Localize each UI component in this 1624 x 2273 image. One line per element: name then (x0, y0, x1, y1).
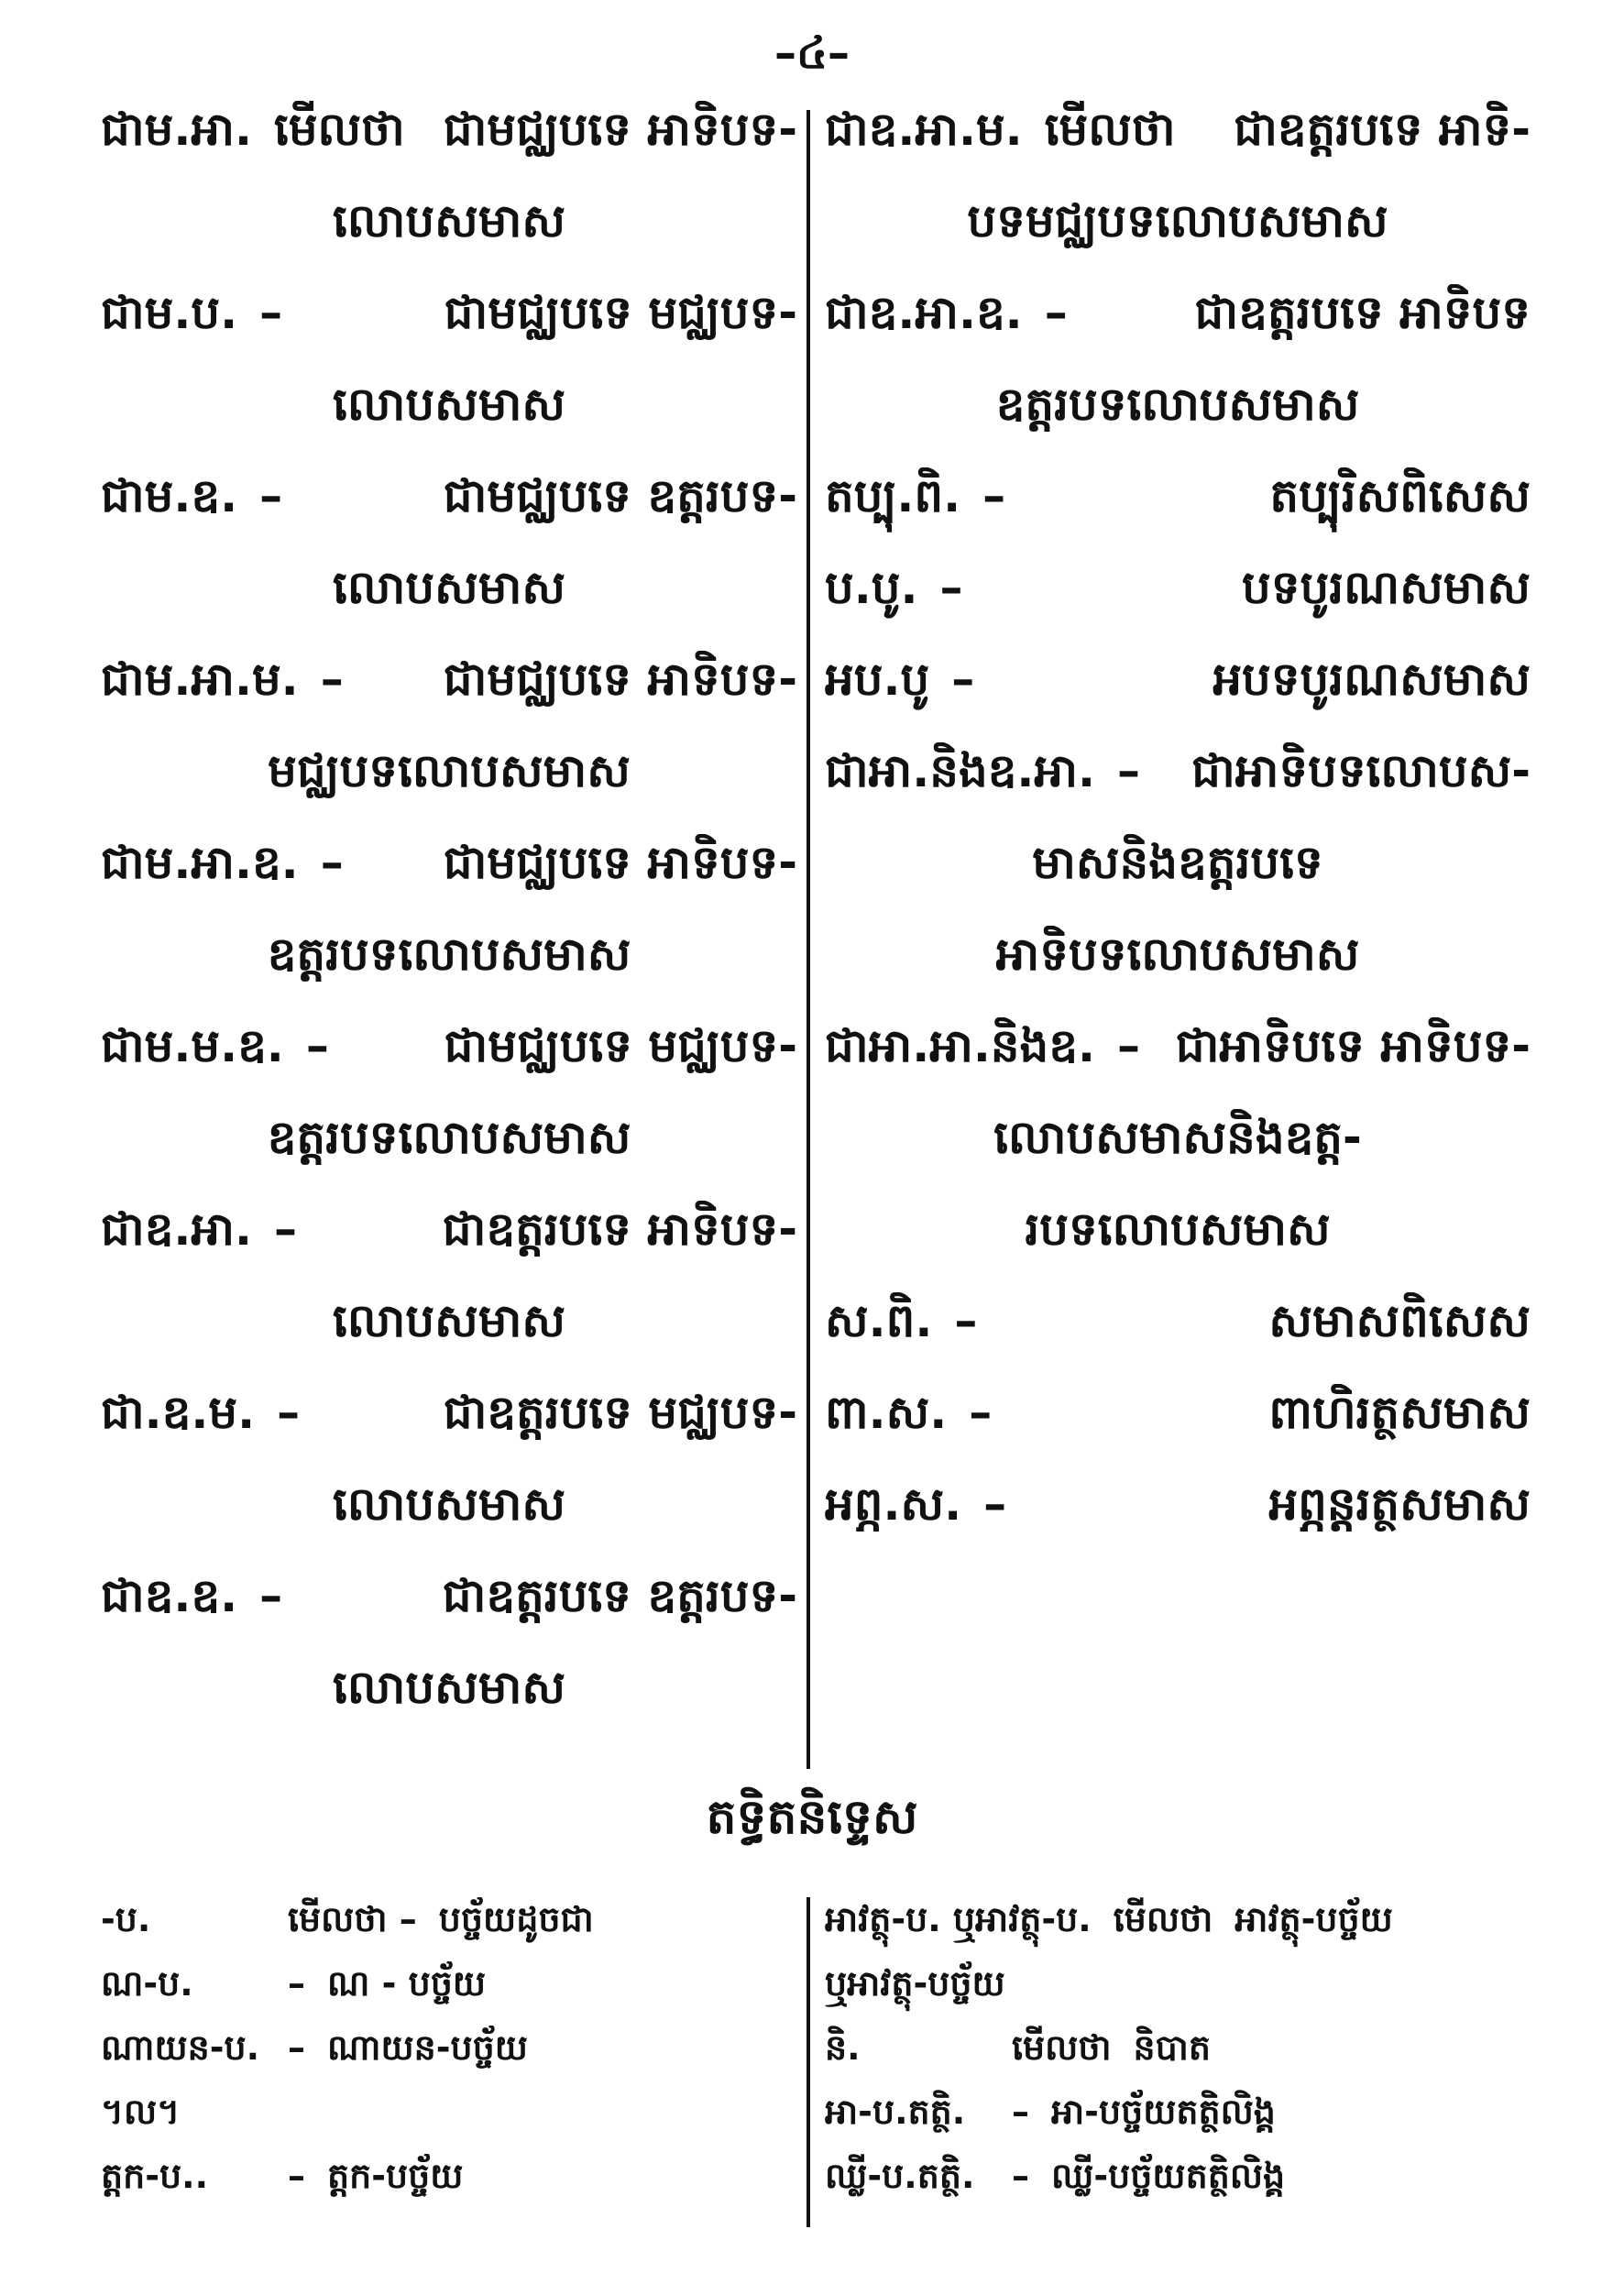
suffix-expansion: ណ - បច្ច័យ (327, 1963, 487, 2004)
entry-separator: – (1044, 286, 1068, 339)
abbreviation-expansion: បទបូរណសមាស (1242, 561, 1531, 614)
entry-separator: – (259, 1569, 283, 1622)
expansion-continuation: បទមជ្ឈបទលោបសមាស (967, 194, 1388, 247)
abbreviation-entry (101, 1017, 797, 1201)
abbreviation-term: ជាឧ.ឧ. (101, 1569, 238, 1622)
suffix-term: ឈ្លី-ប.តត្ថិ. (825, 2156, 975, 2196)
abbreviation-term: ជាម.ម.ឧ. (101, 1019, 284, 1072)
abbreviation-entry (825, 1292, 1531, 1384)
suffix-entry (101, 2026, 797, 2090)
suffix-entry (101, 2090, 797, 2154)
entry-line (101, 284, 797, 376)
entry-line (101, 1201, 797, 1292)
abbreviation-term: ប.បូ. (825, 561, 918, 614)
entry-separator: មើលថា (1044, 103, 1176, 156)
abbreviation-expansion: ជាមជ្ឈបទេ មជ្ឈបទ- (444, 1019, 797, 1072)
abbreviation-term: តប្បុ.ពិ. (825, 469, 961, 522)
entry-separator: – (982, 469, 1006, 522)
abbreviation-entry (101, 1384, 797, 1567)
suffix-term: ណ-ប. (101, 1963, 193, 2004)
suffix-term: អា-ប.តត្ថិ. (825, 2092, 966, 2132)
abbreviation-entry (825, 1384, 1531, 1476)
abbreviation-entry (825, 101, 1531, 284)
entry-separator: – (939, 561, 963, 614)
abbreviation-entry (825, 1017, 1531, 1292)
abbreviation-entry (825, 467, 1531, 559)
abbreviation-entry (101, 1567, 797, 1751)
abbreviation-expansion: ជាឧត្តរបទេ ឧត្តរបទ- (442, 1569, 797, 1622)
abbreviation-expansion: ជាមជ្ឈបទេ អាទិបទ- (443, 103, 797, 156)
entry-separator: – (259, 286, 283, 339)
suffix-entry (825, 2090, 1531, 2154)
abbreviation-entry (101, 284, 797, 467)
suffix-entry (825, 2154, 1531, 2218)
abbreviation-expansion: ជាឧត្តរបទេ អាទិបទ- (442, 1202, 797, 1256)
abbreviation-term: ជាម.ប. (101, 286, 238, 339)
expansion-continuation: លោបសមាសនិងឧត្ត- (993, 1111, 1362, 1164)
abbreviation-expansion: ជាអាទិបទេ អាទិបទ- (1175, 1019, 1531, 1072)
abbreviation-expansion: ជាមជ្ឈបទេ មជ្ឈបទ- (444, 286, 797, 339)
entry-separator: – (969, 1386, 993, 1439)
expansion-continuation: របទលោបសមាស (1025, 1202, 1331, 1256)
abbreviation-term: ជាម.ឧ. (101, 469, 238, 522)
suffix-list (101, 1897, 1531, 2246)
expansion-continuation: មជ្ឈបទលោបសមាស (268, 744, 631, 797)
entry-line (825, 284, 1531, 376)
abbreviation-entry (101, 834, 797, 1017)
entry-separator: – (1012, 2156, 1029, 2196)
entry-line (101, 467, 797, 559)
abbreviation-term: អប.បូ (825, 653, 930, 706)
entry-line (825, 559, 1531, 651)
suffix-expansion: និបាត (1133, 2027, 1211, 2068)
expansion-continuation: លោបសមាស (333, 194, 565, 247)
page-number: –៤– (774, 27, 850, 79)
abbreviation-expansion: ជាអាទិបទលោបស- (1191, 744, 1531, 797)
abbreviation-entry (101, 651, 797, 834)
entry-separator: – (288, 1963, 305, 2004)
entry-line (825, 742, 1531, 834)
entry-separator: – (1117, 1019, 1141, 1072)
entry-separator: មើលថា (273, 103, 405, 156)
abbreviation-term: ជាម.អា. (101, 103, 252, 156)
entry-line (825, 1476, 1531, 1567)
entry-separator: – (954, 1294, 978, 1347)
entry-line (101, 834, 797, 926)
suffix-term: ណាយន-ប. (101, 2027, 260, 2068)
expansion-continuation: ឧត្តរបទលោបសមាស (267, 928, 631, 981)
abbreviation-entry (825, 284, 1531, 467)
suffix-expansion: ណាយន-បច្ច័យ (327, 2027, 528, 2068)
entry-line (825, 467, 1531, 559)
expansion-continuation: មាសនិងឧត្តរបទេ (1032, 836, 1323, 889)
abbreviation-entry (825, 1476, 1531, 1567)
abbreviation-entry (101, 101, 797, 284)
entry-separator: – (277, 1386, 301, 1439)
abbreviation-term: ជាឧ.អា.ម. (825, 103, 1023, 156)
entry-separator: – (951, 653, 975, 706)
abbreviation-expansion: ជាមជ្ឈបទេ អាទិបទ- (443, 653, 797, 706)
abbreviation-entry (101, 467, 797, 651)
suffix-column-right (825, 1897, 1531, 2218)
abbreviation-expansion: សមាសពិសេស (1268, 1294, 1531, 1347)
abbreviation-expansion: ជាឧត្តរបទេ មជ្ឈបទ- (443, 1386, 797, 1439)
entry-separator: – (983, 1477, 1007, 1531)
suffix-expansion: ឬអាវត្ថុ-បច្ច័យ (825, 1963, 1005, 2004)
suffix-column-left (101, 1897, 797, 2218)
entry-line (825, 1384, 1531, 1476)
suffix-expansion: បច្ច័យដូចជា (438, 1899, 594, 1939)
suffix-entry (101, 1961, 797, 2026)
abbreviation-entry (825, 559, 1531, 651)
suffix-expansion: ។ល។ (101, 2092, 181, 2132)
suffix-expansion: ត្តក-បច្ច័យ (327, 2156, 464, 2196)
suffix-entry (825, 2026, 1531, 2090)
abbreviation-entry (825, 651, 1531, 742)
abbreviation-expansion: ជាឧត្តរបទេ អាទិ- (1234, 103, 1531, 156)
abbreviation-expansion: ជាមជ្ឈបទេ ឧត្តរបទ- (443, 469, 797, 522)
entry-separator: មើលថា (1113, 1899, 1213, 1939)
entry-separator: – (1117, 744, 1141, 797)
entry-separator: – (320, 653, 344, 706)
entry-line (101, 1384, 797, 1476)
entry-separator: – (305, 1019, 329, 1072)
entry-line (825, 651, 1531, 742)
abbreviation-entry (825, 742, 1531, 1017)
suffix-expansion: អា-បច្ច័យតត្ថិលិង្គ (1051, 2092, 1276, 2132)
abbreviation-column-right (825, 101, 1531, 1567)
suffix-term: ត្តក-ប.. (101, 2156, 209, 2196)
entry-separator: – (288, 2156, 305, 2196)
abbreviation-expansion: ជាមជ្ឈបទេ អាទិបទ- (443, 836, 797, 889)
suffix-entry (101, 1897, 797, 1961)
abbreviation-term: ជាអា.អា.និងឧ. (825, 1019, 1096, 1072)
suffix-entry (825, 1961, 1531, 2026)
entry-line (101, 1017, 797, 1109)
entry-separator: – (273, 1202, 297, 1256)
suffix-entry (825, 1897, 1531, 1961)
expansion-continuation: ឧត្តរបទលោបសមាស (267, 1111, 631, 1164)
abbreviation-expansion: តប្បុរិសពិសេស (1269, 469, 1531, 522)
expansion-continuation: លោបសមាស (333, 561, 565, 614)
abbreviation-expansion: ពាហិរត្ថសមាស (1268, 1386, 1531, 1439)
abbreviation-term: ជាអា.និងឧ.អា. (825, 744, 1096, 797)
entry-separator: មើលថា – (288, 1899, 417, 1939)
expansion-continuation: អាទិបទលោបសមាស (995, 928, 1360, 981)
abbreviation-entry (101, 1201, 797, 1384)
suffix-term: អាវត្ថុ-ប. ឬអាវត្ថុ-ប. (825, 1899, 1092, 1939)
entry-line (825, 101, 1531, 192)
suffix-term: -ប. (101, 1899, 151, 1939)
abbreviation-expansion: អបទបូរណសមាស (1213, 653, 1531, 706)
expansion-continuation: លោបសមាស (333, 378, 565, 431)
abbreviation-term: ស.ពិ. (825, 1294, 933, 1347)
entry-separator: – (259, 469, 283, 522)
entry-line (101, 651, 797, 742)
abbreviation-expansion: ជាឧត្តរបទេ អាទិបទ (1194, 286, 1531, 339)
entry-separator: មើលថា (1012, 2027, 1112, 2068)
abbreviation-term: ជាម.អា.ម. (101, 653, 299, 706)
suffix-expansion: អាវត្ថុ-បច្ច័យ (1234, 1899, 1393, 1939)
abbreviation-term: ជា.ឧ.ម. (101, 1386, 256, 1439)
entry-line (101, 101, 797, 192)
entry-line (825, 1017, 1531, 1109)
entry-line (825, 1292, 1531, 1384)
entry-separator: – (320, 836, 344, 889)
expansion-continuation: លោបសមាស (333, 1477, 565, 1531)
abbreviation-expansion: អព្ភន្តរត្ថសមាស (1268, 1477, 1531, 1531)
suffix-entry (101, 2154, 797, 2218)
abbreviation-list (101, 101, 1531, 1769)
suffix-expansion: ឈ្លី-បច្ច័យតត្ថិលិង្គ (1051, 2156, 1286, 2196)
entry-separator: – (1012, 2092, 1029, 2132)
abbreviation-term: ពា.ស. (825, 1386, 948, 1439)
abbreviation-term: ជាឧ.អា.ឧ. (825, 286, 1023, 339)
abbreviation-column-left (101, 101, 797, 1751)
section-heading: តទ្ធិតនិទ្ទេស (706, 1790, 918, 1845)
abbreviation-term: ជាឧ.អា. (101, 1202, 252, 1256)
expansion-continuation: ឧត្តរបទលោបសមាស (995, 378, 1360, 431)
entry-line (101, 1567, 797, 1659)
abbreviation-term: អព្ភ.ស. (825, 1477, 962, 1531)
entry-separator: – (288, 2027, 305, 2068)
expansion-continuation: លោបសមាស (333, 1661, 565, 1714)
expansion-continuation: លោបសមាស (333, 1294, 565, 1347)
suffix-term: និ. (825, 2027, 861, 2068)
abbreviation-term: ជាម.អា.ឧ. (101, 836, 299, 889)
